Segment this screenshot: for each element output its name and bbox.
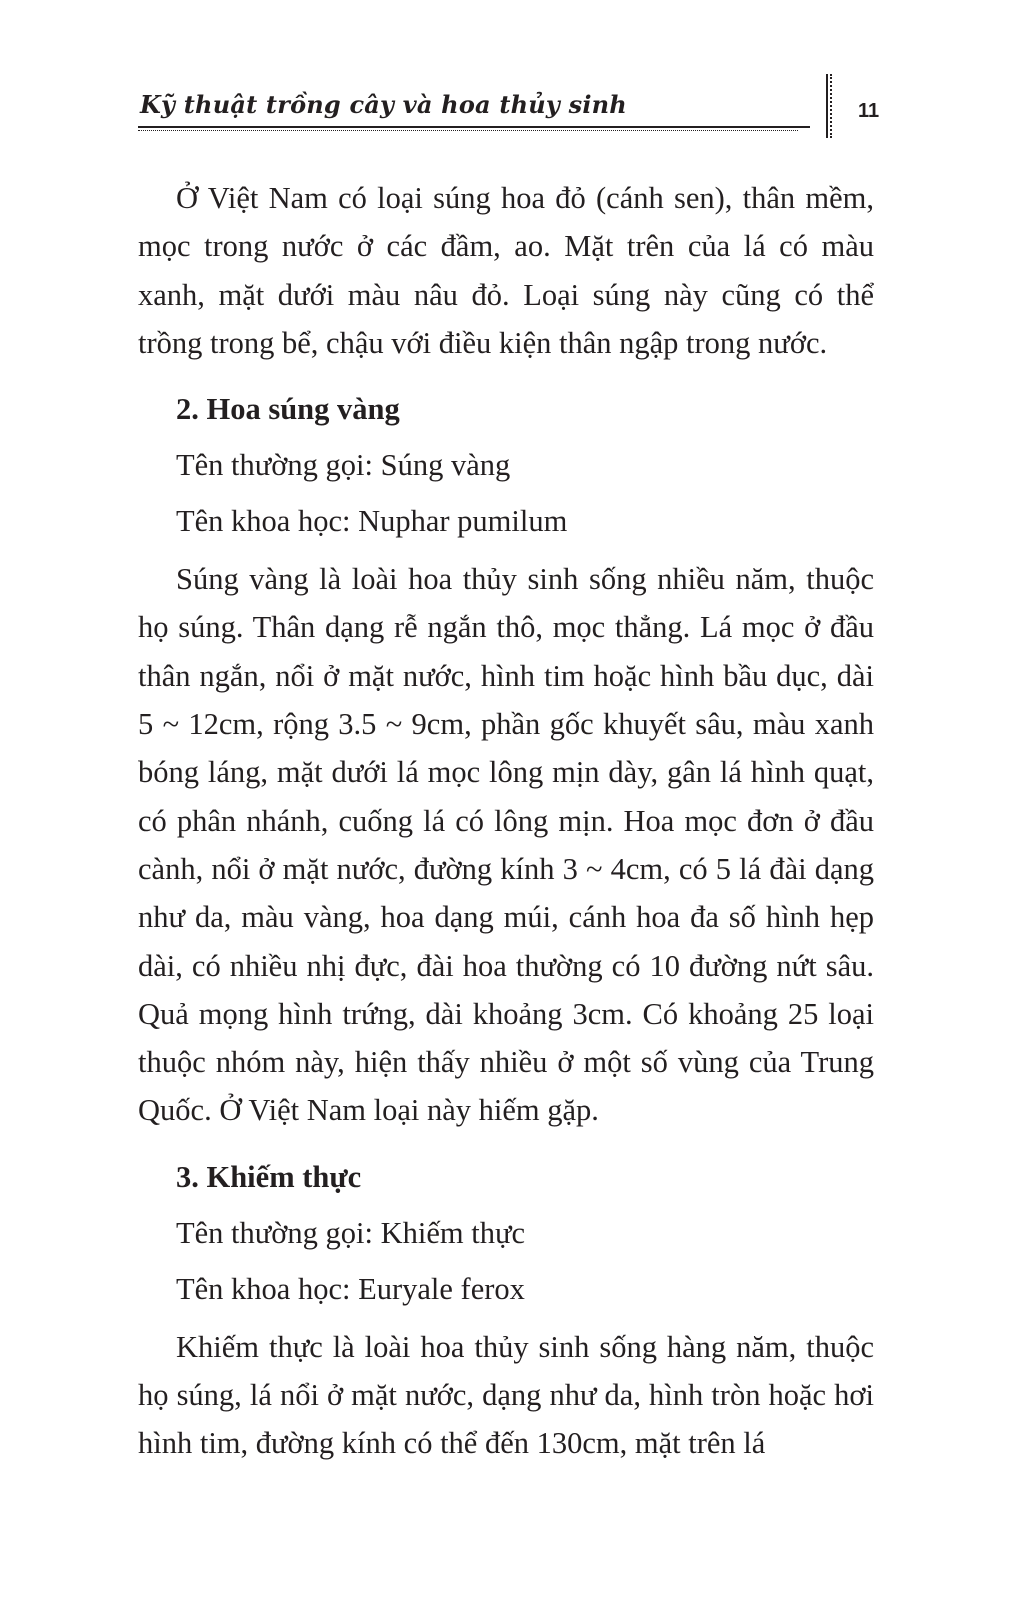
- common-name-line: Tên thường gọi: Súng vàng: [176, 448, 511, 483]
- section-heading-khiem-thuc: 3. Khiếm thực: [176, 1159, 362, 1194]
- scientific-name-line: Tên khoa học: Nuphar pumilum: [176, 504, 568, 539]
- common-name-line: Tên thường gọi: Khiếm thực: [176, 1215, 526, 1250]
- section-paragraph-khiem-thuc: Khiếm thực là loài hoa thủy sinh sống hàng năm, thuộc họ súng, lá nổi ở mặt nước, dạng như da, hình tròn hoặc hơi hình tim, đường kính có thể đến 130cm, mặt trên lá: [138, 1329, 874, 1461]
- running-header: [138, 86, 814, 132]
- running-title: Kỹ thuật trồng cây và hoa thủy sinh: [140, 90, 627, 119]
- header-rule: [138, 126, 810, 128]
- header-divider-ornament: [826, 74, 832, 138]
- section-paragraph-hoa-sung-vang: Súng vàng là loài hoa thủy sinh sống nhiều năm, thuộc họ súng. Thân dạng rễ ngắn thô, mọc thẳng. Lá mọc ở đầu thân ngắn, nổi ở mặt nước, hình tim hoặc hình bầu dục, dài 5 ~ 12cm, rộng 3.5 ~ 9cm, phần gốc khuyết sâu, màu xanh bóng láng, mặt dưới lá mọc lông mịn dày, gân lá hình quạt, có phân nhánh, cuống lá có lông mịn. Hoa mọc đơn ở đầu cành, nổi ở mặt nước, đường kính 3 ~ 4cm, có 5 lá đài dạng như da, màu vàng, hoa dạng múi, cánh hoa đa số hình hẹp dài, có nhiều nhị đực, đài hoa thường có 10 đường nứt sâu. Quả mọng hình trứng, dài khoảng 3cm. Có khoảng 25 loại thuộc nhóm này, hiện thấy nhiều ở một số vùng của Trung Quốc. Ở Việt Nam loại này hiếm gặp.: [138, 562, 874, 1128]
- section-heading-hoa-sung-vang: 2. Hoa súng vàng: [176, 392, 400, 427]
- intro-paragraph: Ở Việt Nam có loại súng hoa đỏ (cánh sen), thân mềm, mọc trong nước ở các đầm, ao. Mặt trên của lá có màu xanh, mặt dưới màu nâu đỏ. Loại súng này cũng có thể trồng trong bể, chậu với điều kiện thân ngập trong nước.: [138, 181, 874, 360]
- page-number: 11: [858, 100, 880, 122]
- scientific-name-line: Tên khoa học: Euryale ferox: [176, 1271, 525, 1306]
- page-body: [138, 174, 874, 1468]
